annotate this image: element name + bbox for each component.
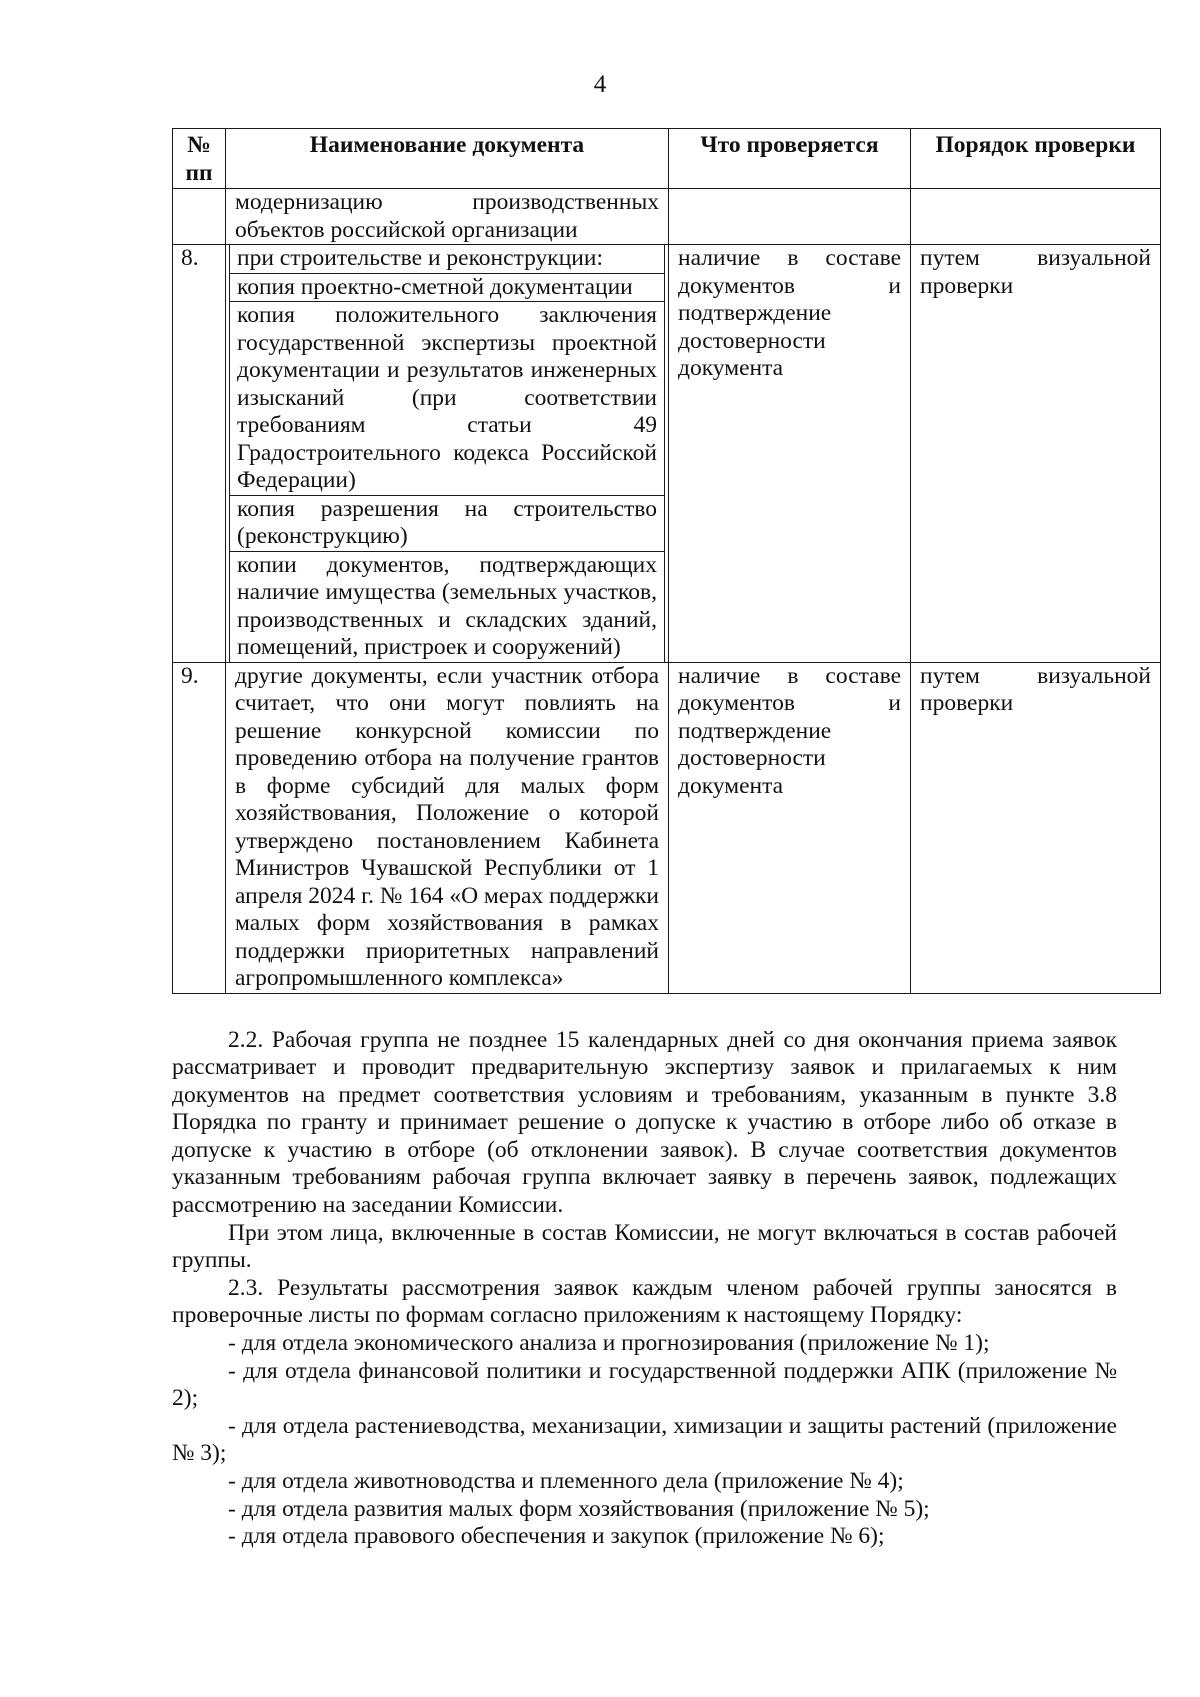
check-procedure-cell: путем визуальной проверки (911, 245, 1161, 663)
document-name-cell: модернизацию производственных объектов российской организации (226, 189, 669, 245)
document-subitem: при строительстве и реконструкции: (230, 245, 664, 274)
what-checked-cell: наличие в составе документов и подтверждение достоверности документа (669, 662, 911, 993)
document-subitems (229, 245, 665, 662)
document-subitem: копия положительного заключения государственной экспертизы проектной документации и результатов инженерных изысканий (при соответствии требованиям статьи 49 Градостроительного кодекса Российской Федерации) (230, 302, 664, 496)
paragraph-2-2: 2.2. Рабочая группа не позднее 15 календарных дней со дня окончания приема заявок рассматривает и проводит предварительную экспертизу заявок и прилагаемых к ним документов на предмет соответствия условиям и требованиям, указанным в пункте 3.8 Порядка по гранту и принимает решение о допуске к участию в отборе либо об отказе в допуске к участию в отборе (об отклонении заявок). В случае соответствия документов указанным требованиям рабочая группа включает заявку в перечень заявок, подлежащих рассмотрению на заседании Комиссии. (172, 1026, 1117, 1219)
department-list-item: - для отдела развития малых форм хозяйствования (приложение № 5); (228, 1495, 930, 1522)
department-list-item: - для отдела финансовой политики и государственной поддержки АПК (приложение № 2); (172, 1357, 1117, 1412)
table-head (173, 129, 1161, 189)
header-document-name: Наименование документа (226, 129, 669, 189)
document-name-cell: другие документы, если участник отбора считает, что они могут повлиять на решение конкурсной комиссии по проведению отбора на получение грантов в форме субсидий для малых форм хозяйствования, Положение о которой утверждено постановлением Кабинета Министров Чувашской Республики от 1 апреля 2024 г. № 164 «О мерах поддержки малых форм хозяйствования в рамках поддержки приоритетных направлений агропромышленного комплекса» (226, 662, 669, 993)
what-checked-cell (669, 189, 911, 245)
table-header-row (173, 129, 1161, 189)
header-what-checked: Что проверяется (669, 129, 911, 189)
row-number-cell: 9. (173, 662, 226, 993)
document-subitem: копии документов, подтверждающих наличие имущества (земельных участков, производственных и складских зданий, помещений, пристроек и сооружений) (237, 551, 657, 660)
check-procedure-cell (911, 189, 1161, 245)
header-number (173, 129, 226, 189)
paragraph-commission-note: При этом лица, включенные в состав Комиссии, не могут включаться в состав рабочей группы. (172, 1219, 1117, 1274)
header-number-symbol: № (187, 132, 211, 158)
row-number-cell: 8. (173, 245, 226, 663)
row-number-cell (173, 189, 226, 245)
department-list-item: - для отдела животноводства и племенного дела (приложение № 4); (228, 1468, 904, 1494)
paragraph-2-3: 2.3. Результаты рассмотрения заявок каждым членом рабочей группы заносятся в проверочные листы по формам согласно приложениям к настоящему Порядку: (172, 1274, 1117, 1329)
department-list-item: - для отдела растениеводства, механизации, химизации и защиты растений (приложение № 3); (172, 1412, 1117, 1467)
body-text (172, 1027, 1117, 1551)
header-check-procedure: Порядок проверки (911, 129, 1161, 189)
document-subitem: копия проектно-сметной документации (230, 274, 664, 303)
table-row-9 (173, 662, 1161, 993)
requirements-table (172, 128, 1161, 994)
header-number-abbr: пп (185, 159, 213, 186)
page-number: 4 (593, 71, 607, 98)
what-checked-cell: наличие в составе документов и подтверждение достоверности документа (669, 245, 911, 663)
table-row-8 (173, 245, 1161, 663)
department-list-item: - для отдела экономического анализа и прогнозирования (приложение № 1); (228, 1330, 990, 1357)
page-content (172, 128, 1160, 1551)
check-procedure-cell: путем визуальной проверки (911, 662, 1161, 993)
document-name-cell (226, 245, 669, 663)
table-body (173, 189, 1161, 994)
table-row-continuation (173, 189, 1161, 245)
department-list-item: - для отдела правового обеспечения и закупок (приложение № 6); (228, 1523, 885, 1550)
document-subitem: копия разрешения на строительство (реконструкцию) (230, 496, 664, 552)
